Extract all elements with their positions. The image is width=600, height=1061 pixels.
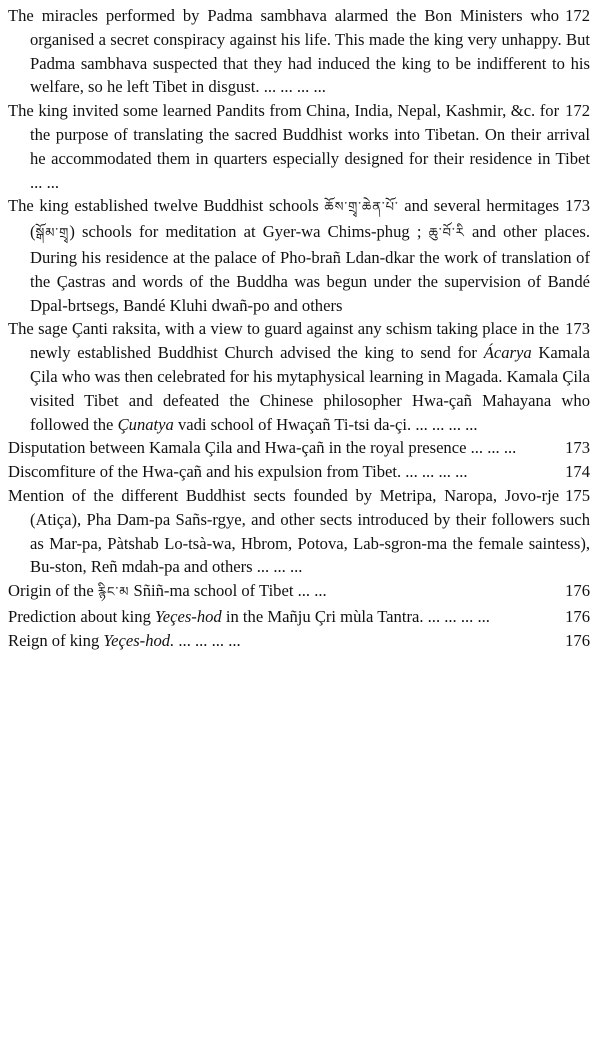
leader-dots: ... ... ... ... <box>415 414 478 434</box>
page-number: 174 <box>565 462 590 482</box>
entry-text: Sñiñ-ma school of Tibet <box>133 581 294 601</box>
entry-text: ) schools for meditation at Gyer-wa Chims-phug ; <box>69 222 422 242</box>
page-number: 172 <box>565 101 590 121</box>
entry-text: Disputation between Kamala Çila and Hwa-çañ in the royal presence ... <box>8 438 484 458</box>
page-number: 176 <box>565 606 590 626</box>
entry-text: The miracles performed by Padma sambhava alarmed the Bon Ministers who organised a secret conspiracy against his life. This made the king very unhappy. But Padma sambhava suspected that they had induced the king to be indifferent to his welfare, so he left Tibet in disgust. <box>8 6 590 97</box>
list-item <box>8 99 592 194</box>
entry-emphasis: Yeçes-hod <box>155 606 222 626</box>
list-item <box>8 194 592 317</box>
entry-emphasis: Yeçes-hod. <box>103 630 175 650</box>
list-item <box>8 629 592 653</box>
entry-text: The king invited some learned Pandits from China, India, Nepal, Kashmir, &c. for the purpose of translating the sacred Buddhist works into Tibetan. On their arrival he accommodated them in quarters especially designed for their residence in Tibet <box>8 101 590 168</box>
leader-dots: ... ... <box>30 172 60 192</box>
list-item <box>8 317 592 436</box>
page-number: 176 <box>565 630 590 650</box>
page-number: 175 <box>565 485 590 505</box>
entry-emphasis: Çunatya <box>117 414 174 434</box>
leader-dots: ... ... ... ... <box>178 630 241 650</box>
page-number: 173 <box>565 319 590 339</box>
list-item <box>8 579 592 605</box>
list-item <box>8 484 592 579</box>
page-number: 173 <box>565 438 590 458</box>
entry-text: Prediction about king <box>8 606 151 626</box>
entry-text: in the Mañju Çri mùla Tantra. <box>225 606 424 626</box>
page-number: 176 <box>565 581 590 601</box>
leader-dots: ... ... <box>297 581 327 601</box>
tibetan-script: ཆོས་གྲྭ་ཆེན་པོ་ <box>324 200 399 216</box>
leader-dots: ... ... ... <box>256 557 303 577</box>
leader-dots: ... ... ... ... <box>427 606 490 626</box>
list-item <box>8 436 592 460</box>
leader-dots: ... ... ... ... <box>263 77 326 97</box>
entry-text: and other places. During his residence at the palace of Pho-brañ Ldan-dkar the work of translation of the Çastras and words of the Buddha was begun under the supervision of Bandé Dpal-brtsegs, Bandé Kluhi dwañ-po and others <box>30 222 590 315</box>
entry-text: Origin of the <box>8 581 94 601</box>
entry-text: The king established twelve Buddhist schools <box>8 196 319 216</box>
entry-text: The sage Çanti raksita, with a view to guard against any schism taking place in the newly established Buddhist Church advised the king to send for <box>8 319 560 363</box>
entry-text: Kamala Çila who was then celebrated for his mytaphysical learning in Magada. Kamala Çila visited Tibet and defeated the Chinese philosopher Hwa-çañ Mahayana who followed the <box>30 343 590 434</box>
leader-dots: ... ... <box>487 438 517 458</box>
entry-text: Mention of the different Buddhist sects founded by Metripa, Naropa, Jovo-rje (Atiça), Pha Dam-pa Sañs-rgye, and other sects introduced by their followers such as Mar-pa, Pàtshab Lo-tsà-wa, Hbrom, Potova, Lab-sgron-ma the female saintess), Bu-ston, Reñ mdah-pa and others <box>8 485 590 577</box>
entry-text: Reign of king <box>8 630 100 650</box>
entry-text: Discomfiture of the Hwa-çañ and his expulsion from Tibet. <box>8 462 402 482</box>
list-item <box>8 4 592 99</box>
tibetan-script: རྙིང་མ <box>97 585 130 601</box>
tibetan-script: སྒོམ་གྲྭ <box>35 226 70 242</box>
list-item <box>8 460 592 484</box>
table-of-contents <box>8 4 592 653</box>
entry-text: vadi school of Hwaçañ Ti-tsi da-çi. <box>177 414 412 434</box>
entry-emphasis: Ácarya <box>483 343 532 363</box>
tibetan-script: ཆུ་བོ་རི <box>428 226 465 242</box>
page-number: 172 <box>565 6 590 25</box>
entry-text: and several hermitages ( <box>30 196 560 242</box>
list-item <box>8 605 592 629</box>
page-number: 173 <box>565 196 590 216</box>
leader-dots: ... ... ... ... <box>405 462 468 482</box>
